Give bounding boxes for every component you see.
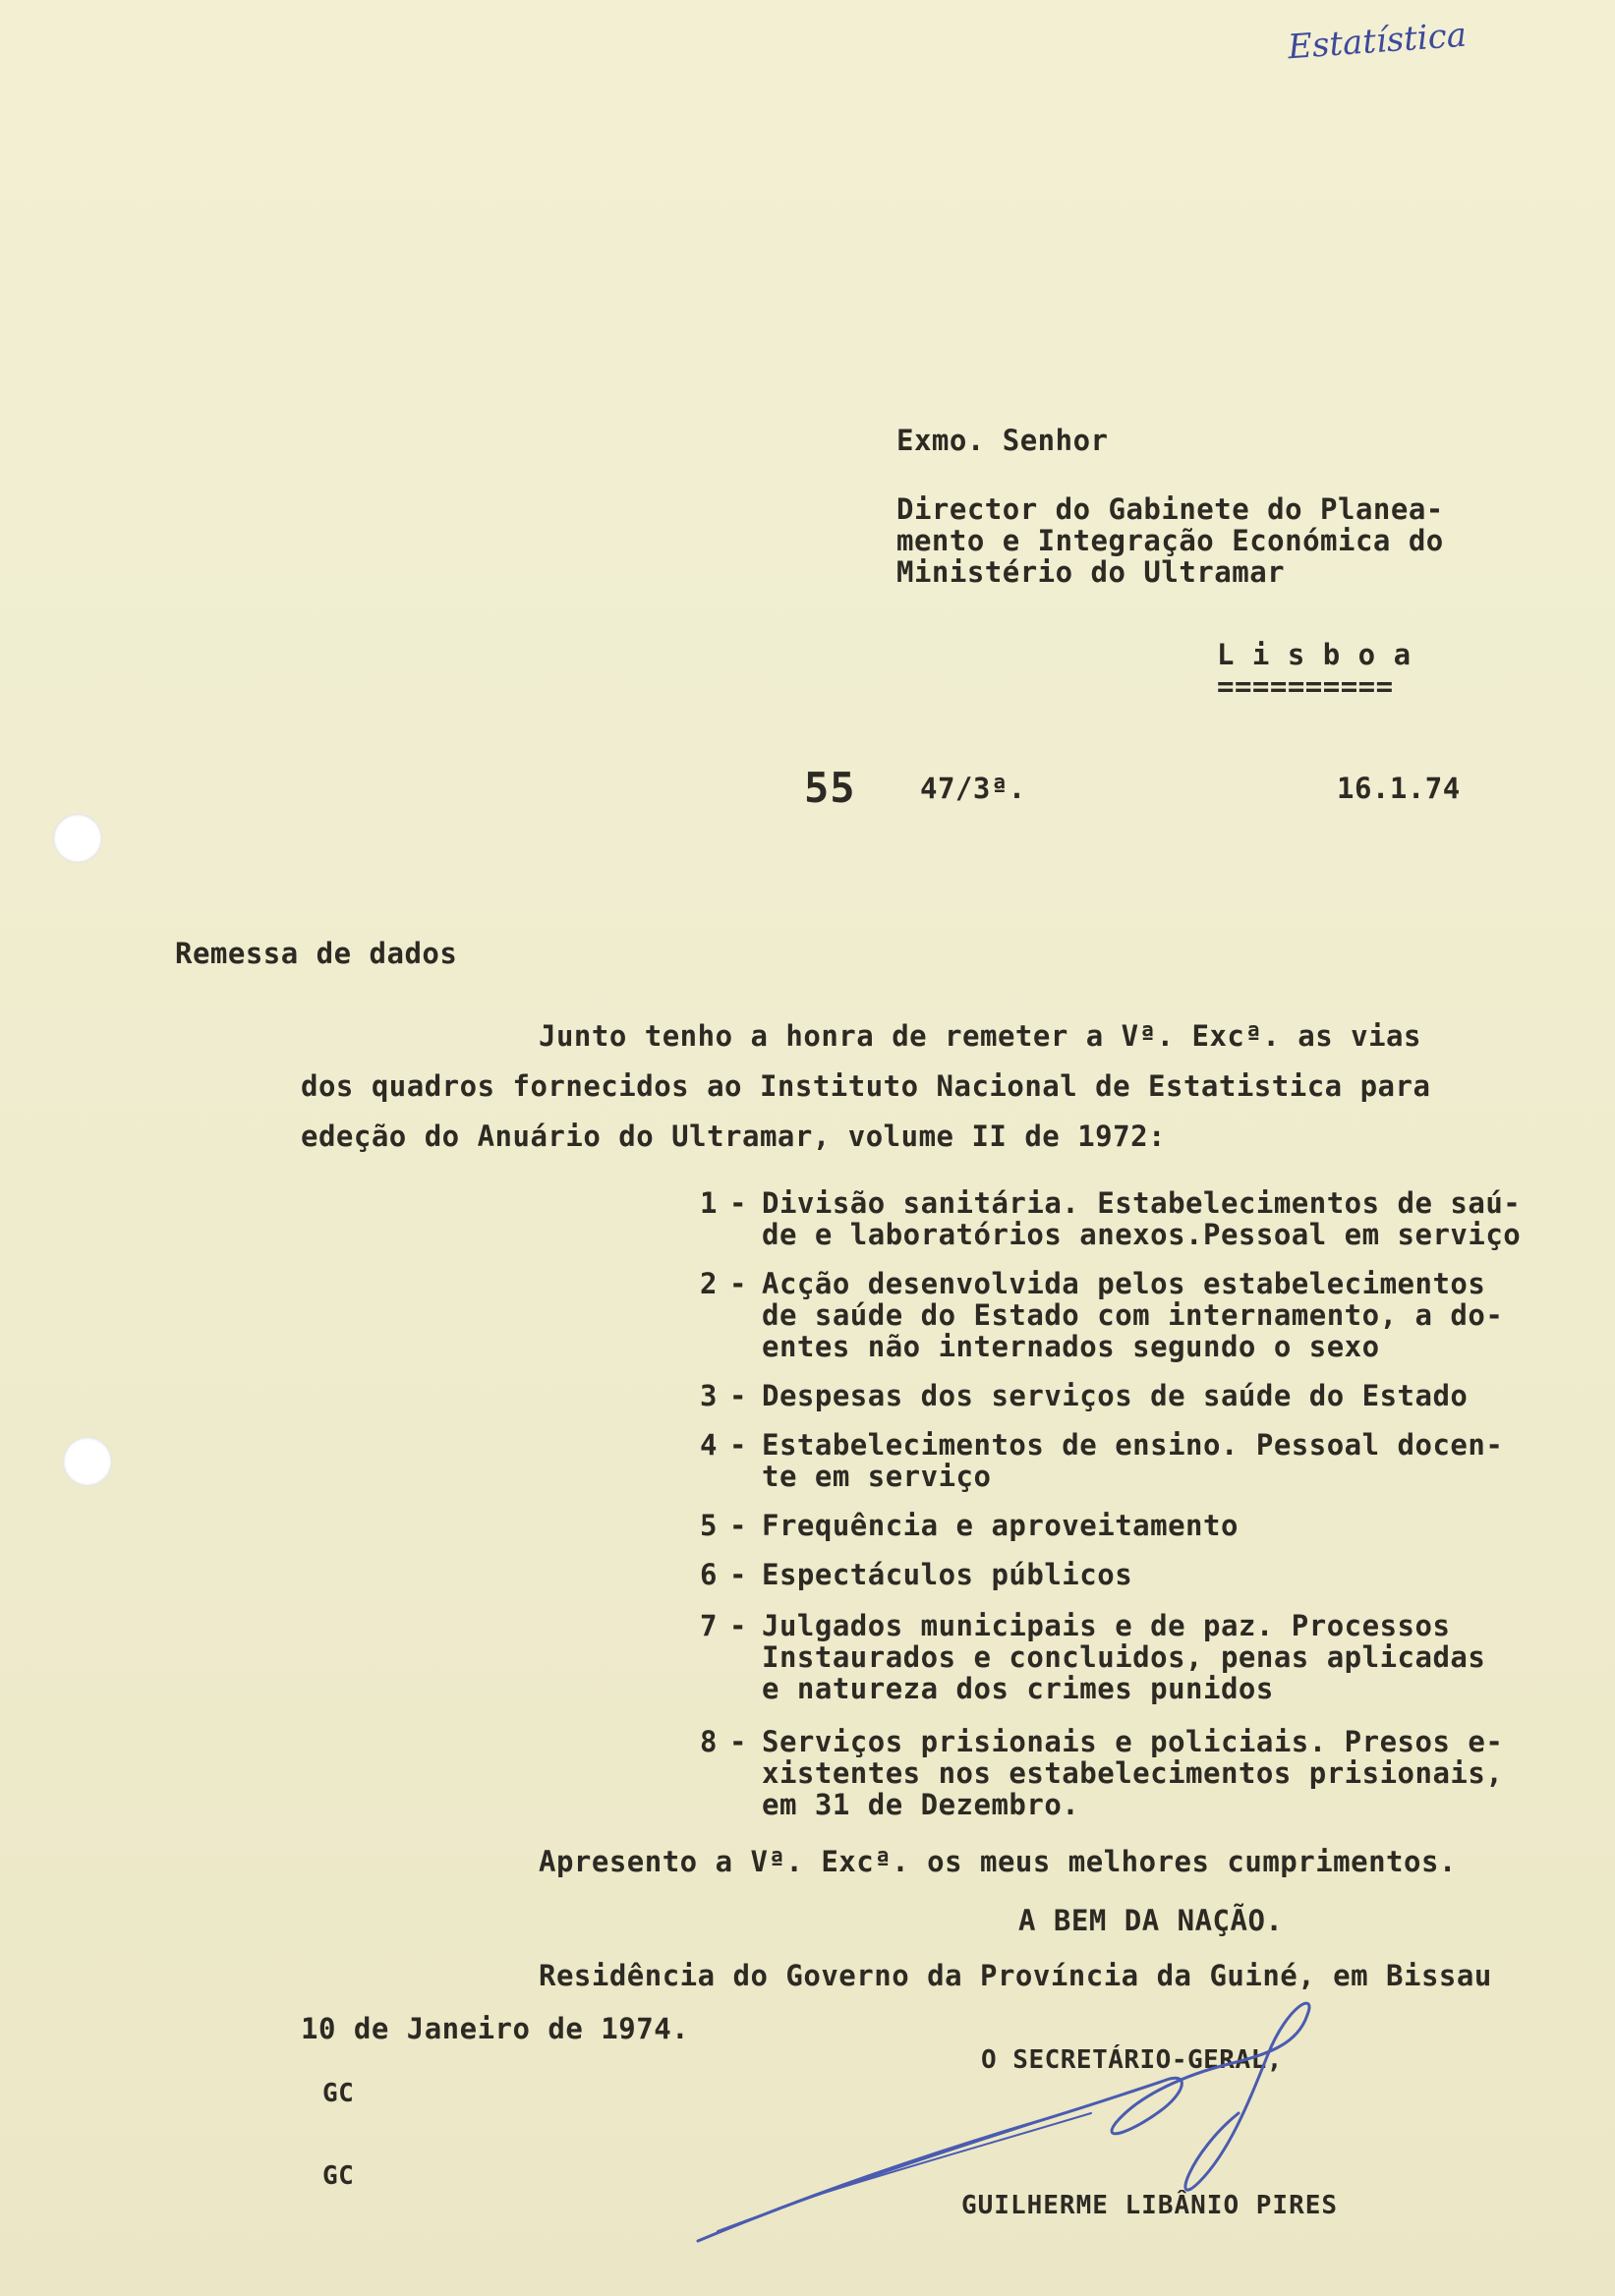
salutation: Exmo. Senhor [896, 424, 1109, 457]
addressee-line-3: Ministério do Ultramar [896, 555, 1286, 589]
addressee-line-1: Director do Gabinete do Planea- [896, 492, 1444, 526]
list-item-text: Instaurados e concluidos, penas aplicadas [762, 1640, 1486, 1674]
stamp-number: 55 [804, 764, 856, 812]
handwritten-signature [678, 1995, 1445, 2251]
date-line: 10 de Janeiro de 1974. [301, 2012, 690, 2045]
list-item-dash: - [729, 1609, 747, 1642]
signatory-name: GUILHERME LIBÂNIO PIRES [961, 2191, 1339, 2220]
city-underline: ========== [1217, 669, 1394, 703]
list-item-text: Espectáculos públicos [762, 1558, 1133, 1591]
intro-line-1: Junto tenho a honra de remeter a Vª. Excª. as vias [539, 1019, 1421, 1053]
handwritten-annotation: Estatística [1286, 15, 1469, 68]
list-item-number: 2 [700, 1267, 718, 1300]
list-item-dash: - [729, 1558, 747, 1591]
list-item-text: Acção desenvolvida pelos estabelecimentos [762, 1267, 1486, 1300]
subject: Remessa de dados [175, 937, 458, 970]
punch-hole-bottom [63, 1437, 112, 1486]
list-item-text: te em serviço [762, 1460, 992, 1493]
reference-date: 16.1.74 [1337, 772, 1461, 805]
list-item-text: Julgados municipais e de paz. Processos [762, 1609, 1451, 1642]
list-item-text: Estabelecimentos de ensino. Pessoal docen- [762, 1428, 1504, 1462]
list-item-dash: - [729, 1509, 747, 1542]
initials-2: GC [322, 2161, 355, 2191]
punch-hole-top [53, 814, 102, 863]
list-item-number: 8 [700, 1725, 718, 1758]
place-line: Residência do Governo da Província da Guiné, em Bissau [539, 1959, 1492, 1992]
list-item-text: Despesas dos serviços de saúde do Estado [762, 1379, 1469, 1412]
list-item-dash: - [729, 1725, 747, 1758]
list-item-dash: - [729, 1186, 747, 1220]
list-item-number: 5 [700, 1509, 718, 1542]
closing: Apresento a Vª. Excª. os meus melhores cumprimentos. [539, 1845, 1457, 1878]
intro-line-2: dos quadros fornecidos ao Instituto Nacional de Estatistica para [301, 1069, 1431, 1103]
list-item-text: Frequência e aproveitamento [762, 1509, 1239, 1542]
list-item-number: 6 [700, 1558, 718, 1591]
list-item-number: 4 [700, 1428, 718, 1462]
addressee-line-2: mento e Integração Económica do [896, 524, 1444, 557]
reference-code: 47/3ª. [920, 772, 1026, 805]
list-item-dash: - [729, 1267, 747, 1300]
list-item-text: xistentes nos estabelecimentos prisionais, [762, 1756, 1504, 1790]
list-item-text: Serviços prisionais e policiais. Presos e- [762, 1725, 1504, 1758]
list-item-text: em 31 de Dezembro. [762, 1788, 1080, 1821]
list-item-number: 1 [700, 1186, 718, 1220]
list-item-dash: - [729, 1428, 747, 1462]
intro-line-3: edeção do Anuário do Ultramar, volume II de 1972: [301, 1119, 1167, 1153]
list-item-text: entes não internados segundo o sexo [762, 1330, 1380, 1363]
list-item-text: de e laboratórios anexos.Pessoal em serviço [762, 1218, 1522, 1251]
list-item-number: 3 [700, 1379, 718, 1412]
signatory-title: O SECRETÁRIO-GERAL, [981, 2045, 1283, 2075]
motto: A BEM DA NAÇÃO. [1018, 1904, 1284, 1937]
initials-1: GC [322, 2079, 355, 2108]
list-item-text: e natureza dos crimes punidos [762, 1672, 1274, 1705]
addressee-city: L i s b o a [1217, 638, 1412, 671]
list-item-text: Divisão sanitária. Estabelecimentos de saú- [762, 1186, 1522, 1220]
list-item-dash: - [729, 1379, 747, 1412]
list-item-number: 7 [700, 1609, 718, 1642]
list-item-text: de saúde do Estado com internamento, a do- [762, 1298, 1504, 1332]
